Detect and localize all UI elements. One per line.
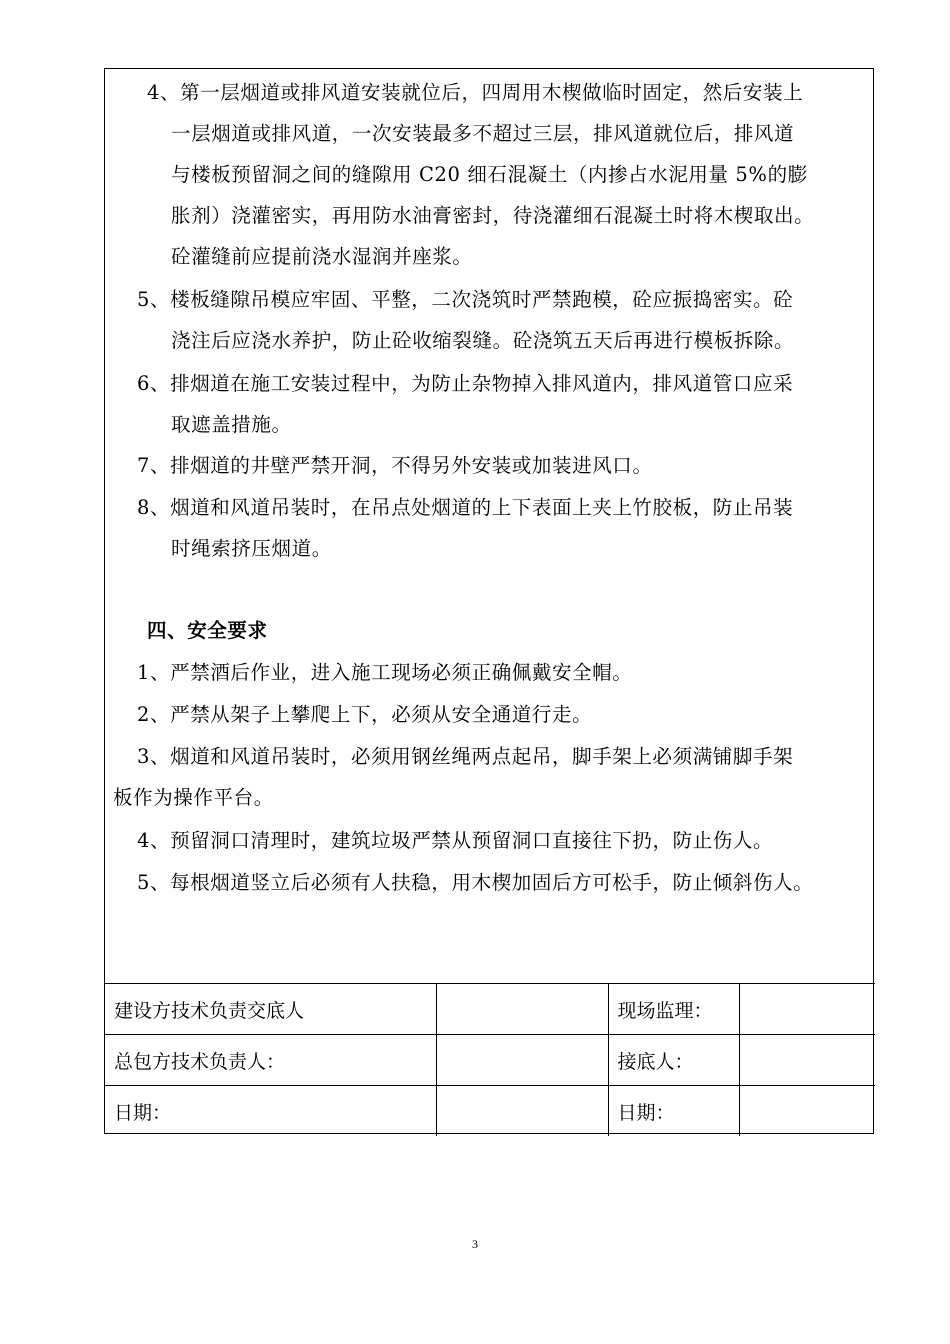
document-frame — [104, 68, 874, 1134]
date-field[interactable] — [739, 1086, 875, 1137]
text-line: 1、严禁酒后作业，进入施工现场必须正确佩戴安全帽。 — [137, 661, 633, 684]
section-heading: 四、安全要求 — [147, 619, 268, 642]
table-row — [105, 1035, 875, 1086]
label-cell: 现场监理： — [608, 984, 739, 1035]
text-line: 8、烟道和风道吊装时，在吊点处烟道的上下表面上夹上竹胶板，防止吊装 — [137, 496, 794, 519]
text-line: 6、排烟道在施工安装过程中，为防止杂物掉入排风道内，排风道管口应采 — [137, 372, 794, 395]
signature-field[interactable] — [739, 1035, 875, 1086]
text-line: 一层烟道或排风道，一次安装最多不超过三层，排风道就位后，排风道 — [171, 122, 795, 145]
label-cell: 总包方技术负责人： — [105, 1035, 436, 1086]
label-cell: 日期： — [608, 1086, 739, 1137]
signature-field[interactable] — [739, 984, 875, 1035]
label-cell: 建设方技术负责交底人 — [105, 984, 436, 1035]
text-line: 3、烟道和风道吊装时，必须用钢丝绳两点起吊，脚手架上必须满铺脚手架 — [137, 745, 794, 768]
signature-table-wrapper — [105, 983, 873, 1135]
text-line: 2、严禁从架子上攀爬上下，必须从安全通道行走。 — [137, 703, 593, 726]
text-line: 5、每根烟道竖立后必须有人扶稳，用木楔加固后方可松手，防止倾斜伤人。 — [137, 871, 814, 894]
text-line: 4、预留洞口清理时，建筑垃圾严禁从预留洞口直接往下扔，防止伤人。 — [137, 829, 774, 852]
label-cell: 接底人： — [608, 1035, 739, 1086]
page-number: 3 — [472, 1237, 478, 1251]
text-line: 取遮盖措施。 — [171, 413, 292, 436]
date-field[interactable] — [436, 1086, 608, 1137]
text-line: 浇注后应浇水养护，防止砼收缩裂缝。砼浇筑五天后再进行模板拆除。 — [171, 329, 795, 352]
text-line: 胀剂）浇灌密实，再用防水油膏密封，待浇灌细石混凝土时将木楔取出。 — [171, 204, 815, 227]
text-line: 4、第一层烟道或排风道安装就位后，四周用木楔做临时固定，然后安装上 — [147, 81, 804, 104]
text-line: 时绳索挤压烟道。 — [171, 537, 332, 560]
text-line: 5、楼板缝隙吊模应牢固、平整，二次浇筑时严禁跑模，砼应振捣密实。砼 — [137, 288, 794, 311]
signature-table — [105, 983, 875, 1136]
label-cell: 日期： — [105, 1086, 436, 1137]
text-line: 7、排烟道的井壁严禁开洞，不得另外安装或加装进风口。 — [137, 454, 653, 477]
text-line: 板作为操作平台。 — [113, 786, 274, 809]
table-row — [105, 1086, 875, 1137]
table-row — [105, 984, 875, 1035]
text-line: 与楼板预留洞之间的缝隙用 C20 细石混凝土（内掺占水泥用量 5%的膨 — [171, 163, 808, 186]
content-area — [105, 69, 873, 983]
signature-field[interactable] — [436, 984, 608, 1035]
signature-field[interactable] — [436, 1035, 608, 1086]
text-line: 砼灌缝前应提前浇水湿润并座浆。 — [171, 245, 473, 268]
